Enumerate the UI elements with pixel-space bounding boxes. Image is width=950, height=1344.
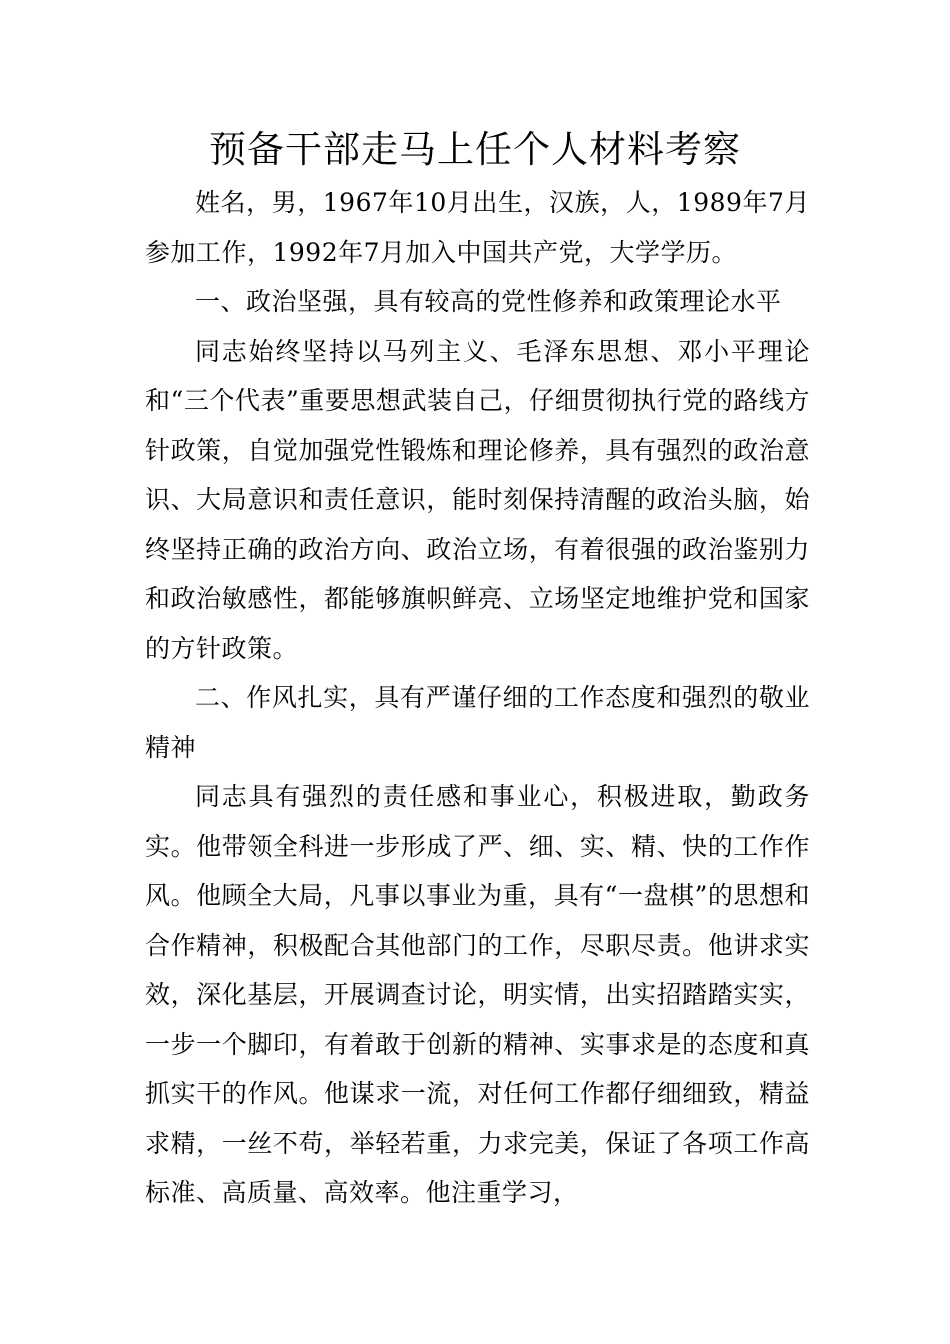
- paragraph-work-style: 同志具有强烈的责任感和事业心，积极进取，勤政务实。他带领全科进一步形成了严、细、实、精、快的工作作风。他顾全大局，凡事以事业为重，具有“一盘棋”的思想和合作精神，积极配合其他部门的工作，尽职尽责。他讲求实效，深化基层，开展调查讨论，明实情，出实招踏踏实实，一步一个脚印，有着敢于创新的精神、实事求是的态度和真抓实干的作风。他谋求一流，对任何工作都仔细细致，精益求精，一丝不苟，举轻若重，力求完美，保证了各项工作高标准、高质量、高效率。他注重学习，: [145, 782, 810, 1207]
- paragraph-political: 同志始终坚持以马列主义、毛泽东思想、邓小平理论和“三个代表”重要思想武装自己，仔细贯彻执行党的路线方针政策，自觉加强党性锻炼和理论修养，具有强烈的政治意识、大局意识和责任意识，能时刻保持清醒的政治头脑，始终坚持正确的政治方向、政治立场，有着很强的政治鉴别力和政治敏感性，都能够旗帜鲜亮、立场坚定地维护党和国家的方针政策。: [145, 336, 810, 663]
- section-heading-political: 一、政治坚强，具有较高的党性修养和政策理论水平: [195, 287, 782, 316]
- paragraph-basic-info: 姓名，男，1967年10月出生，汉族，人，1989年7月参加工作，1992年7月加入中国共产党，大学学历。: [145, 188, 810, 267]
- document-body: [145, 178, 810, 1218]
- document-title: 预备干部走马上任个人材料考察: [209, 128, 741, 171]
- section-heading-work-style: 二、作风扎实，具有严谨仔细的工作态度和强烈的敬业精神: [145, 683, 810, 762]
